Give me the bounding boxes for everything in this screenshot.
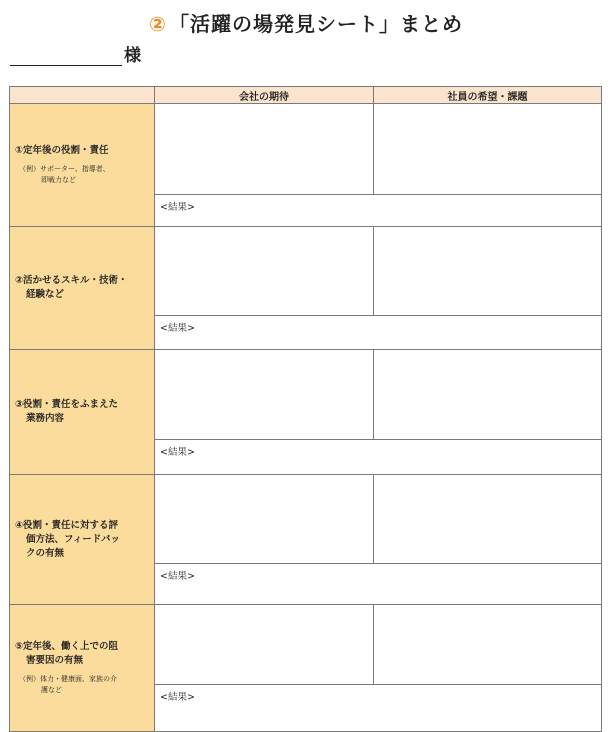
recipient-suffix: 様 (124, 46, 141, 66)
row-label-line: ③役割・責任をふまえた (15, 399, 119, 410)
table-header-row (10, 87, 602, 104)
company-expectation-cell[interactable] (155, 104, 374, 195)
table-row (10, 350, 602, 440)
table-row (10, 227, 602, 316)
header-company-expectation: 会社の期待 (155, 87, 374, 104)
row-label (10, 104, 155, 227)
company-expectation-cell[interactable] (155, 227, 374, 316)
result-label: <結果> (160, 447, 195, 458)
row-label-line: 価方法、フィードバッ (26, 533, 121, 545)
result-cell[interactable] (155, 195, 602, 227)
row-label-line: ②活かせるスキル・技術・ (15, 275, 128, 286)
employee-wishes-cell[interactable] (374, 475, 602, 564)
result-cell[interactable] (155, 685, 602, 732)
row-label (10, 350, 155, 475)
recipient-name-line[interactable] (10, 45, 122, 66)
row-label-line: ①定年後の役割・責任 (15, 145, 109, 156)
table-row (10, 605, 602, 685)
result-cell[interactable] (155, 564, 602, 605)
summary-table (9, 86, 602, 732)
result-cell[interactable] (155, 316, 602, 350)
company-expectation-cell[interactable] (155, 475, 374, 564)
row-label-line: 経験など (26, 289, 65, 300)
row-label (10, 227, 155, 350)
table-row (10, 475, 602, 564)
row-label-line: ⑤定年後、働く上での阻 (15, 641, 119, 652)
header-employee-wishes: 社員の希望・課題 (374, 87, 602, 104)
row-example-line: （例）体力・健康面、家族の介 (19, 675, 117, 683)
company-expectation-cell[interactable] (155, 605, 374, 685)
company-expectation-cell[interactable] (155, 350, 374, 440)
table-row (10, 104, 602, 195)
row-example-line: （例）サポーター、指導者、 (19, 165, 110, 173)
result-label: <結果> (160, 202, 195, 213)
page-title (0, 8, 612, 37)
row-example-line: 即戦力など (41, 176, 76, 184)
result-cell[interactable] (155, 440, 602, 475)
employee-wishes-cell[interactable] (374, 104, 602, 195)
row-label (10, 605, 155, 732)
header-blank (10, 87, 155, 104)
employee-wishes-cell[interactable] (374, 605, 602, 685)
title-number: ② (149, 12, 167, 36)
row-label-line: ④役割・責任に対する評 (15, 519, 119, 531)
result-label: <結果> (160, 692, 195, 703)
recipient-field (10, 44, 141, 66)
title-text: 「活躍の場発見シート」まとめ (168, 12, 463, 36)
employee-wishes-cell[interactable] (374, 350, 602, 440)
row-label-line: 業務内容 (26, 413, 65, 424)
row-label-line: クの有無 (26, 547, 65, 559)
result-label: <結果> (160, 323, 195, 334)
row-example-line: 護など (41, 686, 62, 694)
employee-wishes-cell[interactable] (374, 227, 602, 316)
row-label (10, 475, 155, 605)
result-label: <結果> (160, 571, 195, 582)
row-label-line: 害要因の有無 (26, 655, 84, 666)
